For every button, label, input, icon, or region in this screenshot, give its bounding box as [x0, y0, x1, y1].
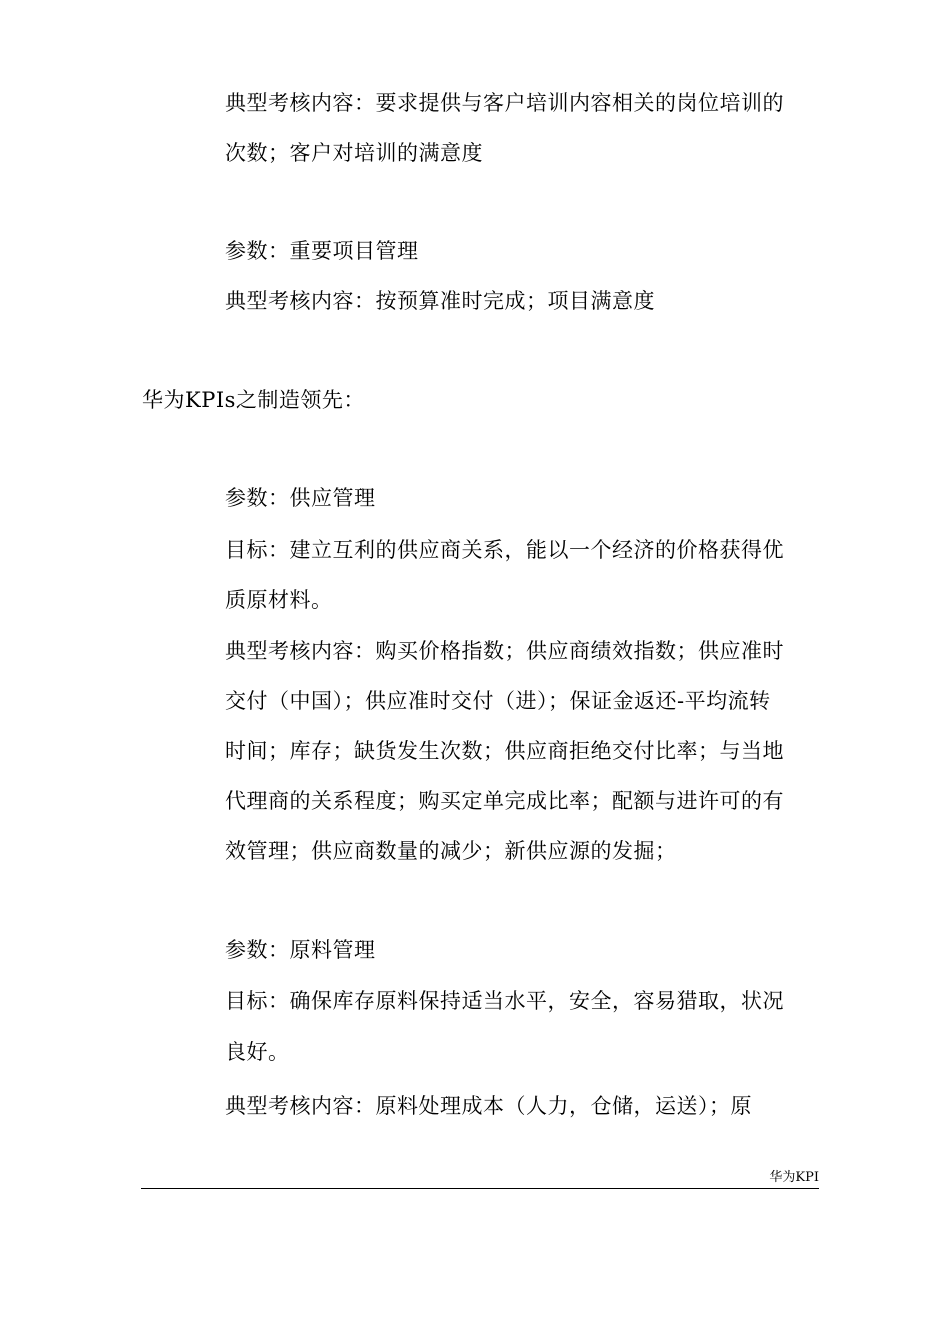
text-line: 目标：确保库存原料保持适当水平，安全，容易猎取，状况 [225, 989, 784, 1013]
text-line: 代理商的关系程度；购买定单完成比率；配额与进许可的有 [225, 789, 784, 813]
text-line: 效管理；供应商数量的减少；新供应源的发掘； [225, 839, 677, 863]
text-line: 交付（中国）；供应准时交付（进）；保证金返还-平均流转 [225, 689, 771, 713]
text-line: 目标：建立互利的供应商关系，能以一个经济的价格获得优 [225, 538, 784, 562]
text-line: 典型考核内容：要求提供与客户培训内容相关的岗位培训的 [225, 91, 784, 115]
text-line: 典型考核内容：购买价格指数；供应商绩效指数；供应准时 [225, 639, 784, 663]
text-line: 次数；客户对培训的满意度 [225, 141, 483, 165]
text-line: 典型考核内容：原料处理成本（人力，仓储，运送）；原 [225, 1094, 752, 1118]
text-line: 良好。 [225, 1040, 290, 1064]
text-line: 典型考核内容：按预算准时完成；项目满意度 [225, 289, 655, 313]
text-line: 参数：重要项目管理 [225, 239, 419, 263]
text-line: 参数：原料管理 [225, 938, 376, 962]
page-footer-text: 华为KPI [769, 1170, 819, 1185]
section-heading: 华为KPIs之制造领先： [142, 388, 365, 412]
text-line: 时间；库存；缺货发生次数；供应商拒绝交付比率；与当地 [225, 739, 784, 763]
footer-divider [141, 1188, 819, 1189]
text-line: 参数：供应管理 [225, 486, 376, 510]
text-line: 质原材料。 [225, 588, 333, 612]
